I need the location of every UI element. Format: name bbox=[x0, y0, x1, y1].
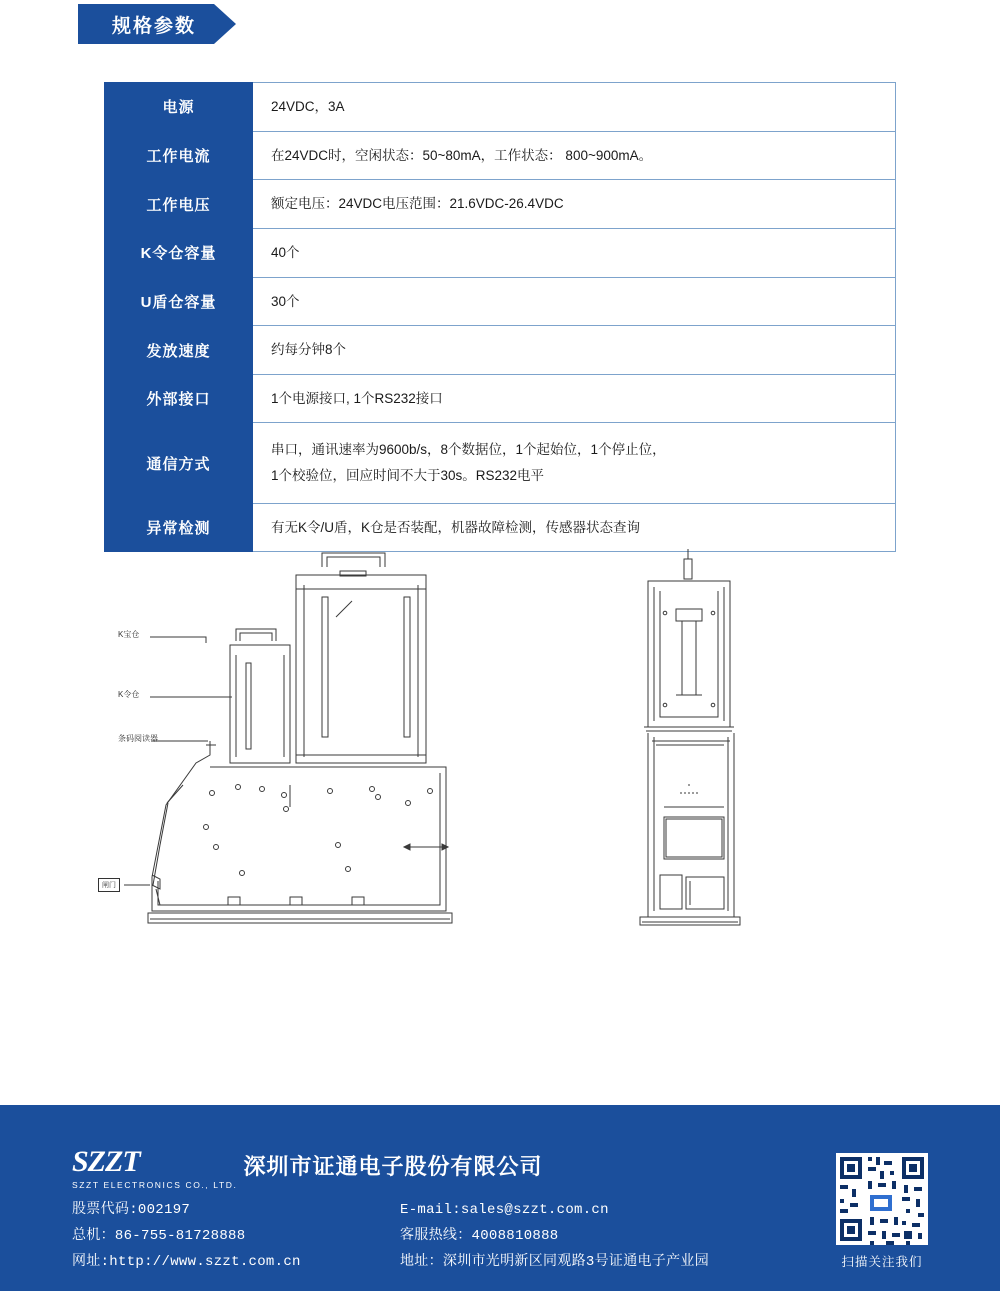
table-row bbox=[105, 374, 896, 423]
logo-subtitle: SZZT ELECTRONICS CO., LTD. bbox=[72, 1180, 238, 1190]
logo-wordmark: SZZT bbox=[72, 1145, 140, 1178]
spec-value bbox=[253, 277, 896, 326]
spec-value-line: 40个 bbox=[271, 244, 300, 260]
banner-title: 规格参数 bbox=[78, 4, 214, 44]
spec-value-line: 在24VDC时，空闲状态：50~80mA，工作状态： 800~900mA。 bbox=[271, 147, 653, 163]
spec-value-line: 有无K令/U盾，K仓是否装配，机器故障检测，传感器状态查询 bbox=[271, 519, 641, 535]
spec-value bbox=[253, 180, 896, 229]
logo-company-name-cn: 深圳市证通电子股份有限公司 bbox=[243, 1154, 543, 1179]
footer-contact-left bbox=[72, 1197, 301, 1275]
spec-value-line: 额定电压：24VDC电压范围：21.6VDC-26.4VDC bbox=[271, 196, 564, 212]
spec-value-line: 1个校验位，回应时间不大于30s。RS232电平 bbox=[271, 468, 545, 484]
spec-value bbox=[253, 374, 896, 423]
spec-label: U盾仓容量 bbox=[105, 277, 253, 326]
spec-label: 工作电压 bbox=[105, 180, 253, 229]
spec-label: 通信方式 bbox=[105, 423, 253, 503]
spec-value bbox=[253, 228, 896, 277]
table-row bbox=[105, 423, 896, 503]
spec-label: 电源 bbox=[105, 83, 253, 132]
address-line: 地址：深圳市光明新区同观路3号证通电子产业园 bbox=[400, 1254, 709, 1270]
qr-code-block bbox=[832, 1153, 932, 1270]
spec-label: 工作电流 bbox=[105, 131, 253, 180]
hotline-line: 客服热线：4008810888 bbox=[400, 1228, 559, 1244]
callout-label-barcode-reader: 条码阅读器 bbox=[118, 734, 158, 743]
logo-text-group bbox=[72, 1147, 238, 1190]
table-row bbox=[105, 180, 896, 229]
product-line-drawings bbox=[0, 545, 1000, 1105]
footer-contact-right bbox=[400, 1197, 709, 1275]
website-line[interactable]: 网址:http://www.szzt.com.cn bbox=[72, 1254, 301, 1270]
spec-value-line: 约每分钟8个 bbox=[271, 342, 347, 358]
qr-code-icon bbox=[836, 1153, 928, 1245]
footer-inner bbox=[0, 1105, 1000, 1291]
spec-label: 外部接口 bbox=[105, 374, 253, 423]
spec-value-line: 1个电源接口, 1个RS232接口 bbox=[271, 390, 443, 406]
table-row bbox=[105, 326, 896, 375]
qr-caption: 扫描关注我们 bbox=[841, 1255, 923, 1269]
spec-label: 异常检测 bbox=[105, 503, 253, 552]
spec-label: K令仓容量 bbox=[105, 228, 253, 277]
spec-value-line: 串口，通讯速率为9600b/s，8个数据位，1个起始位，1个停止位， bbox=[271, 442, 666, 458]
table-row bbox=[105, 83, 896, 132]
spec-value-line: 30个 bbox=[271, 293, 300, 309]
spec-value bbox=[253, 326, 896, 375]
spec-value bbox=[253, 423, 896, 503]
email-line[interactable]: E-mail:sales@szzt.com.cn bbox=[400, 1202, 609, 1218]
spec-value bbox=[253, 83, 896, 132]
page-footer bbox=[0, 1105, 1000, 1291]
stock-code-line: 股票代码:002197 bbox=[72, 1202, 191, 1218]
company-logo bbox=[72, 1147, 543, 1190]
callout-label-k-bao-cang: K宝仓 bbox=[118, 630, 140, 639]
specification-table bbox=[104, 82, 896, 552]
phone-line: 总机：86-755-81728888 bbox=[72, 1228, 246, 1244]
technical-drawing-area bbox=[0, 545, 1000, 1105]
spec-value-line: 24VDC，3A bbox=[271, 99, 345, 114]
page-header-banner bbox=[78, 4, 236, 44]
table-row bbox=[105, 228, 896, 277]
spec-value bbox=[253, 131, 896, 180]
callout-label-k-ling-cang: K令仓 bbox=[118, 690, 140, 699]
spec-table-body bbox=[105, 83, 896, 552]
banner-arrow-shape bbox=[214, 4, 236, 44]
table-row bbox=[105, 277, 896, 326]
table-row bbox=[105, 131, 896, 180]
callout-label-gate: 闸门 bbox=[98, 878, 120, 892]
spec-label: 发放速度 bbox=[105, 326, 253, 375]
